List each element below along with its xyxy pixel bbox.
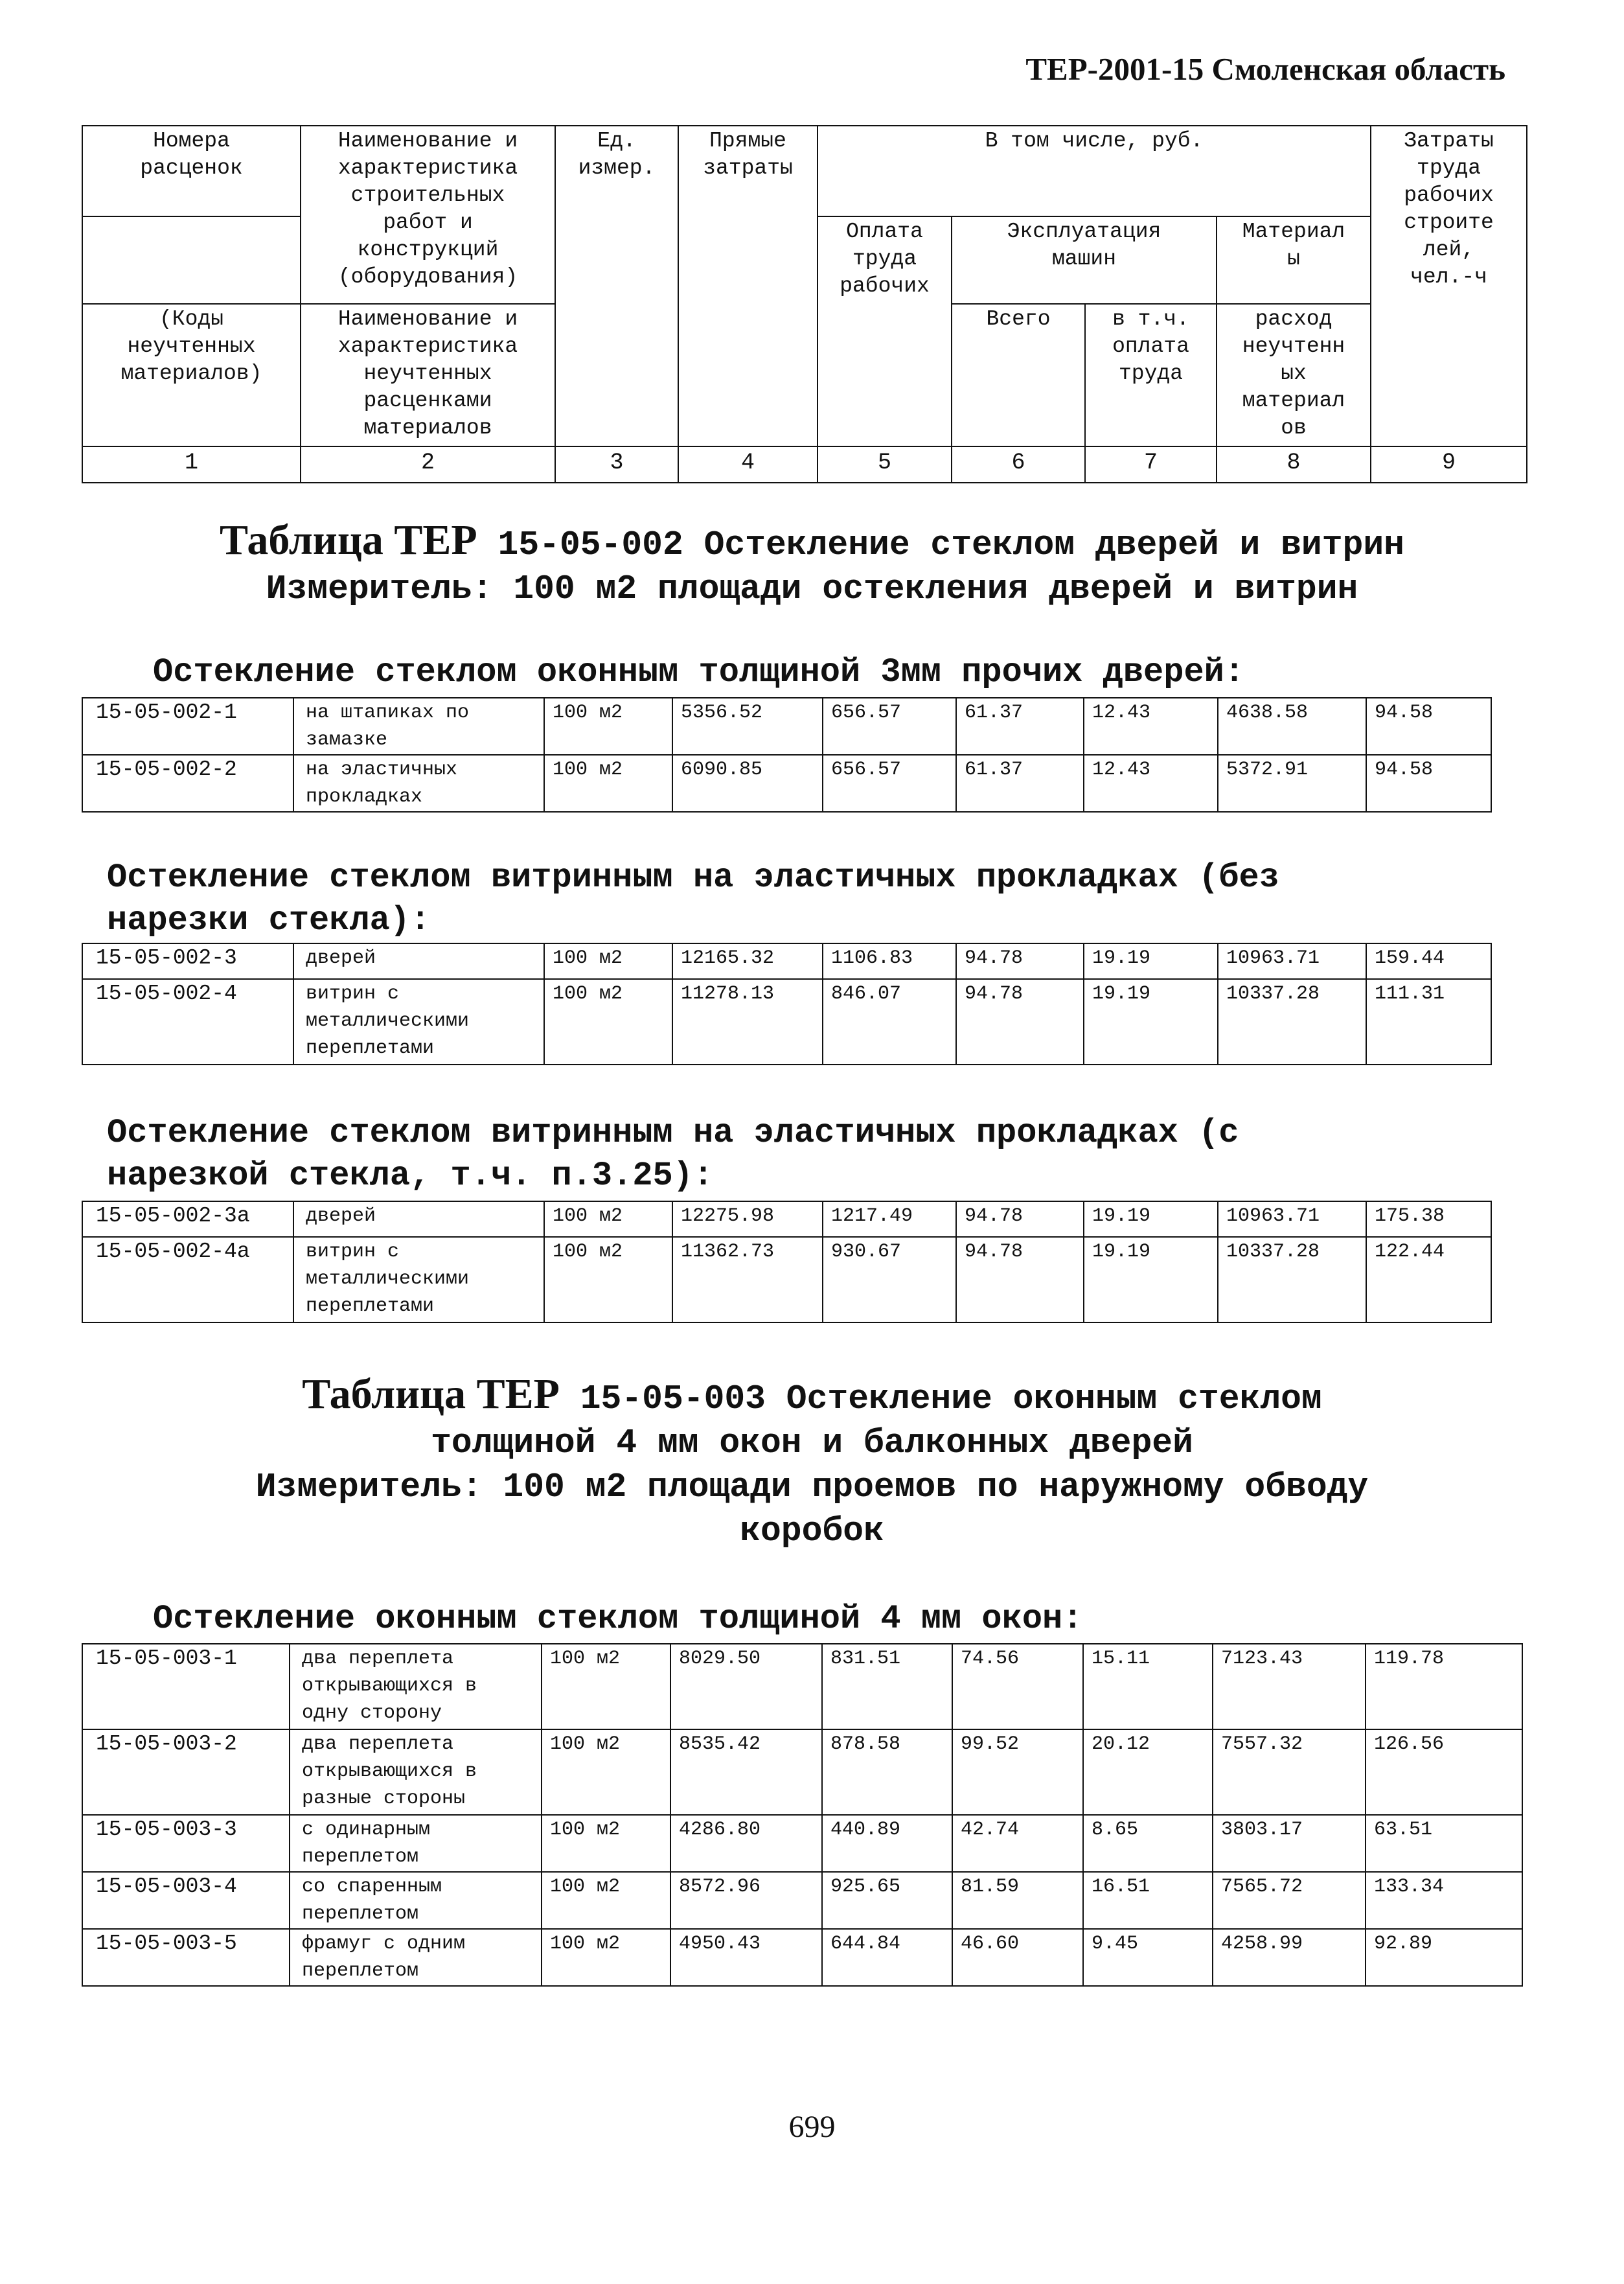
direct-costs-cell: 8535.42 [670,1729,822,1815]
machine-total-cell: 94.78 [956,1237,1084,1322]
machine-labor-cell: 15.11 [1083,1644,1213,1729]
machine-labor-cell: 9.45 [1083,1929,1213,1986]
materials-cell: 5372.91 [1218,755,1366,812]
labor-pay-cell: 925.65 [822,1872,952,1929]
col-number: 1 [82,446,301,483]
worker-hours-cell: 94.58 [1366,755,1491,812]
machine-total-cell: 94.78 [956,1201,1084,1237]
machine-total-cell: 99.52 [952,1729,1083,1815]
unit-cell: 100 м2 [542,1815,670,1872]
direct-costs-cell: 12275.98 [672,1201,823,1237]
work-name-cell: дверей [293,1201,544,1237]
table-003-title: 15-05-003 Остекление оконным стеклом толщиной 4 мм окон и балконных дверей Измеритель: 100 м2 площади проемов по наружному обводу коробок [255,1379,1369,1551]
col-machines-total-header: Всего [952,304,1085,446]
group-2-table [82,943,1492,1065]
table-002-prefix: Таблица ТЕР [220,516,477,564]
unit-cell: 100 м2 [542,1729,670,1815]
machine-total-cell: 61.37 [956,698,1084,755]
materials-cell: 10337.28 [1218,1237,1366,1322]
table-row [82,1237,1491,1322]
materials-cell: 4258.99 [1213,1929,1366,1986]
table-002-heading [0,518,1624,611]
direct-costs-cell: 11278.13 [672,979,823,1065]
worker-hours-cell: 133.34 [1366,1872,1522,1929]
direct-costs-cell: 8029.50 [670,1644,822,1729]
table-row [82,1644,1522,1729]
rate-code-cell: 15-05-002-1 [82,698,293,755]
col-machines-header: Эксплуатация машин [952,216,1217,304]
table-row [82,1929,1522,1986]
materials-cell: 7123.43 [1213,1644,1366,1729]
col-workers-time-header: Затраты труда рабочих строите лей, чел.-ч [1371,126,1527,446]
unit-cell: 100 м2 [544,943,672,979]
worker-hours-cell: 119.78 [1366,1644,1522,1729]
page-number: 699 [788,2110,836,2144]
worker-hours-cell: 122.44 [1366,1237,1491,1322]
table-003-heading [0,1372,1624,1553]
materials-cell: 10963.71 [1218,943,1366,979]
worker-hours-cell: 63.51 [1366,1815,1522,1872]
table-row [82,1201,1491,1237]
unit-cell: 100 м2 [542,1872,670,1929]
worker-hours-cell: 94.58 [1366,698,1491,755]
direct-costs-cell: 6090.85 [672,755,823,812]
rate-code-cell: 15-05-003-1 [82,1644,290,1729]
work-name-cell: со спаренным переплетом [290,1872,542,1929]
rate-code-cell: 15-05-003-3 [82,1815,290,1872]
machine-labor-cell: 12.43 [1084,755,1218,812]
machine-labor-cell: 19.19 [1084,1237,1218,1322]
machine-labor-cell: 19.19 [1084,979,1218,1065]
unit-cell: 100 м2 [542,1929,670,1986]
work-name-cell: два переплета открывающихся в одну сторону [290,1644,542,1729]
rate-code-cell: 15-05-003-4 [82,1872,290,1929]
machine-total-cell: 74.56 [952,1644,1083,1729]
materials-cell: 3803.17 [1213,1815,1366,1872]
group-3-heading: Остекление стеклом витринным на эластичных прокладках (с нарезкой стекла, т.ч. п.3.25): [107,1114,1239,1195]
labor-pay-cell: 644.84 [822,1929,952,1986]
col-number: 8 [1217,446,1371,483]
col-name-header: Наименование и характеристика строительных работ и конструкций (оборудования) [301,126,555,304]
table-row [82,1872,1522,1929]
direct-costs-cell: 4950.43 [670,1929,822,1986]
group-3-table [82,1201,1492,1323]
table-row [82,755,1491,812]
machine-total-cell: 94.78 [956,979,1084,1065]
work-name-cell: витрин с металлическими переплетами [293,1237,544,1322]
group-1-table [82,697,1492,813]
unit-cell: 100 м2 [544,979,672,1065]
labor-pay-cell: 1106.83 [823,943,956,979]
machine-labor-cell: 8.65 [1083,1815,1213,1872]
col-code-spacer [82,216,301,304]
col-labor-header: Оплата труда рабочих [818,216,952,446]
materials-cell: 7557.32 [1213,1729,1366,1815]
work-name-cell: витрин с металлическими переплетами [293,979,544,1065]
col-materials-header: Материал ы [1217,216,1371,304]
table-row [82,1815,1522,1872]
worker-hours-cell: 111.31 [1366,979,1491,1065]
col-number: 6 [952,446,1085,483]
rate-code-cell: 15-05-002-3 [82,943,293,979]
col-number: 2 [301,446,555,483]
column-header-table [82,125,1527,483]
col-unit-header: Ед. измер. [555,126,678,446]
work-name-cell: на эластичных прокладках [293,755,544,812]
col-including-header: В том числе, руб. [818,126,1371,216]
unit-cell: 100 м2 [544,1201,672,1237]
labor-pay-cell: 656.57 [823,755,956,812]
table-002-title: 15-05-002 Остекление стеклом дверей и витрин Измеритель: 100 м2 площади остекления дверей и витрин [266,525,1404,608]
work-name-cell: фрамуг с одним переплетом [290,1929,542,1986]
table-row [82,979,1491,1065]
materials-cell: 10337.28 [1218,979,1366,1065]
work-name-cell: дверей [293,943,544,979]
work-name-cell: с одинарным переплетом [290,1815,542,1872]
machine-total-cell: 94.78 [956,943,1084,979]
unit-cell: 100 м2 [542,1644,670,1729]
work-name-cell: на штапиках по замазке [293,698,544,755]
col-materials-subheader: расход неучтенн ых материал ов [1217,304,1371,446]
machine-labor-cell: 12.43 [1084,698,1218,755]
group-1-heading: Остекление стеклом оконным толщиной 3мм прочих дверей: [153,653,1245,691]
direct-costs-cell: 4286.80 [670,1815,822,1872]
rate-code-cell: 15-05-003-5 [82,1929,290,1986]
labor-pay-cell: 440.89 [822,1815,952,1872]
col-name-subheader: Наименование и характеристика неучтенных расценками материалов [301,304,555,446]
col-code-header: Номера расценок [82,126,301,216]
table-row [82,943,1491,979]
col-number: 5 [818,446,952,483]
machine-labor-cell: 19.19 [1084,943,1218,979]
rate-code-cell: 15-05-002-2 [82,755,293,812]
col-code-subheader: (Коды неучтенных материалов) [82,304,301,446]
rate-code-cell: 15-05-002-4 [82,979,293,1065]
rate-code-cell: 15-05-002-3а [82,1201,293,1237]
machine-labor-cell: 19.19 [1084,1201,1218,1237]
unit-cell: 100 м2 [544,755,672,812]
rate-code-cell: 15-05-003-2 [82,1729,290,1815]
table-row [82,1729,1522,1815]
worker-hours-cell: 126.56 [1366,1729,1522,1815]
worker-hours-cell: 159.44 [1366,943,1491,979]
labor-pay-cell: 878.58 [822,1729,952,1815]
unit-cell: 100 м2 [544,1237,672,1322]
running-header: ТЕР-2001-15 Смоленская область [1025,51,1505,87]
direct-costs-cell: 11362.73 [672,1237,823,1322]
materials-cell: 10963.71 [1218,1201,1366,1237]
labor-pay-cell: 930.67 [823,1237,956,1322]
col-number: 4 [678,446,818,483]
col-machines-labor-header: в т.ч. оплата труда [1085,304,1217,446]
machine-labor-cell: 16.51 [1083,1872,1213,1929]
col-number: 9 [1371,446,1527,483]
work-name-cell: два переплета открывающихся в разные стороны [290,1729,542,1815]
machine-total-cell: 46.60 [952,1929,1083,1986]
col-number: 7 [1085,446,1217,483]
direct-costs-cell: 12165.32 [672,943,823,979]
group-2-heading: Остекление стеклом витринным на эластичных прокладках (без нарезки стекла): [107,859,1279,940]
col-number: 3 [555,446,678,483]
col-direct-header: Прямые затраты [678,126,818,446]
materials-cell: 7565.72 [1213,1872,1366,1929]
direct-costs-cell: 5356.52 [672,698,823,755]
labor-pay-cell: 831.51 [822,1644,952,1729]
rate-code-cell: 15-05-002-4а [82,1237,293,1322]
materials-cell: 4638.58 [1218,698,1366,755]
machine-labor-cell: 20.12 [1083,1729,1213,1815]
worker-hours-cell: 175.38 [1366,1201,1491,1237]
labor-pay-cell: 1217.49 [823,1201,956,1237]
labor-pay-cell: 846.07 [823,979,956,1065]
machine-total-cell: 42.74 [952,1815,1083,1872]
machine-total-cell: 81.59 [952,1872,1083,1929]
group-4-table [82,1643,1523,1987]
machine-total-cell: 61.37 [956,755,1084,812]
worker-hours-cell: 92.89 [1366,1929,1522,1986]
unit-cell: 100 м2 [544,698,672,755]
labor-pay-cell: 656.57 [823,698,956,755]
table-003-prefix: Таблица ТЕР [302,1370,560,1418]
table-row [82,698,1491,755]
group-4-heading: Остекление оконным стеклом толщиной 4 мм окон: [153,1600,1083,1638]
direct-costs-cell: 8572.96 [670,1872,822,1929]
